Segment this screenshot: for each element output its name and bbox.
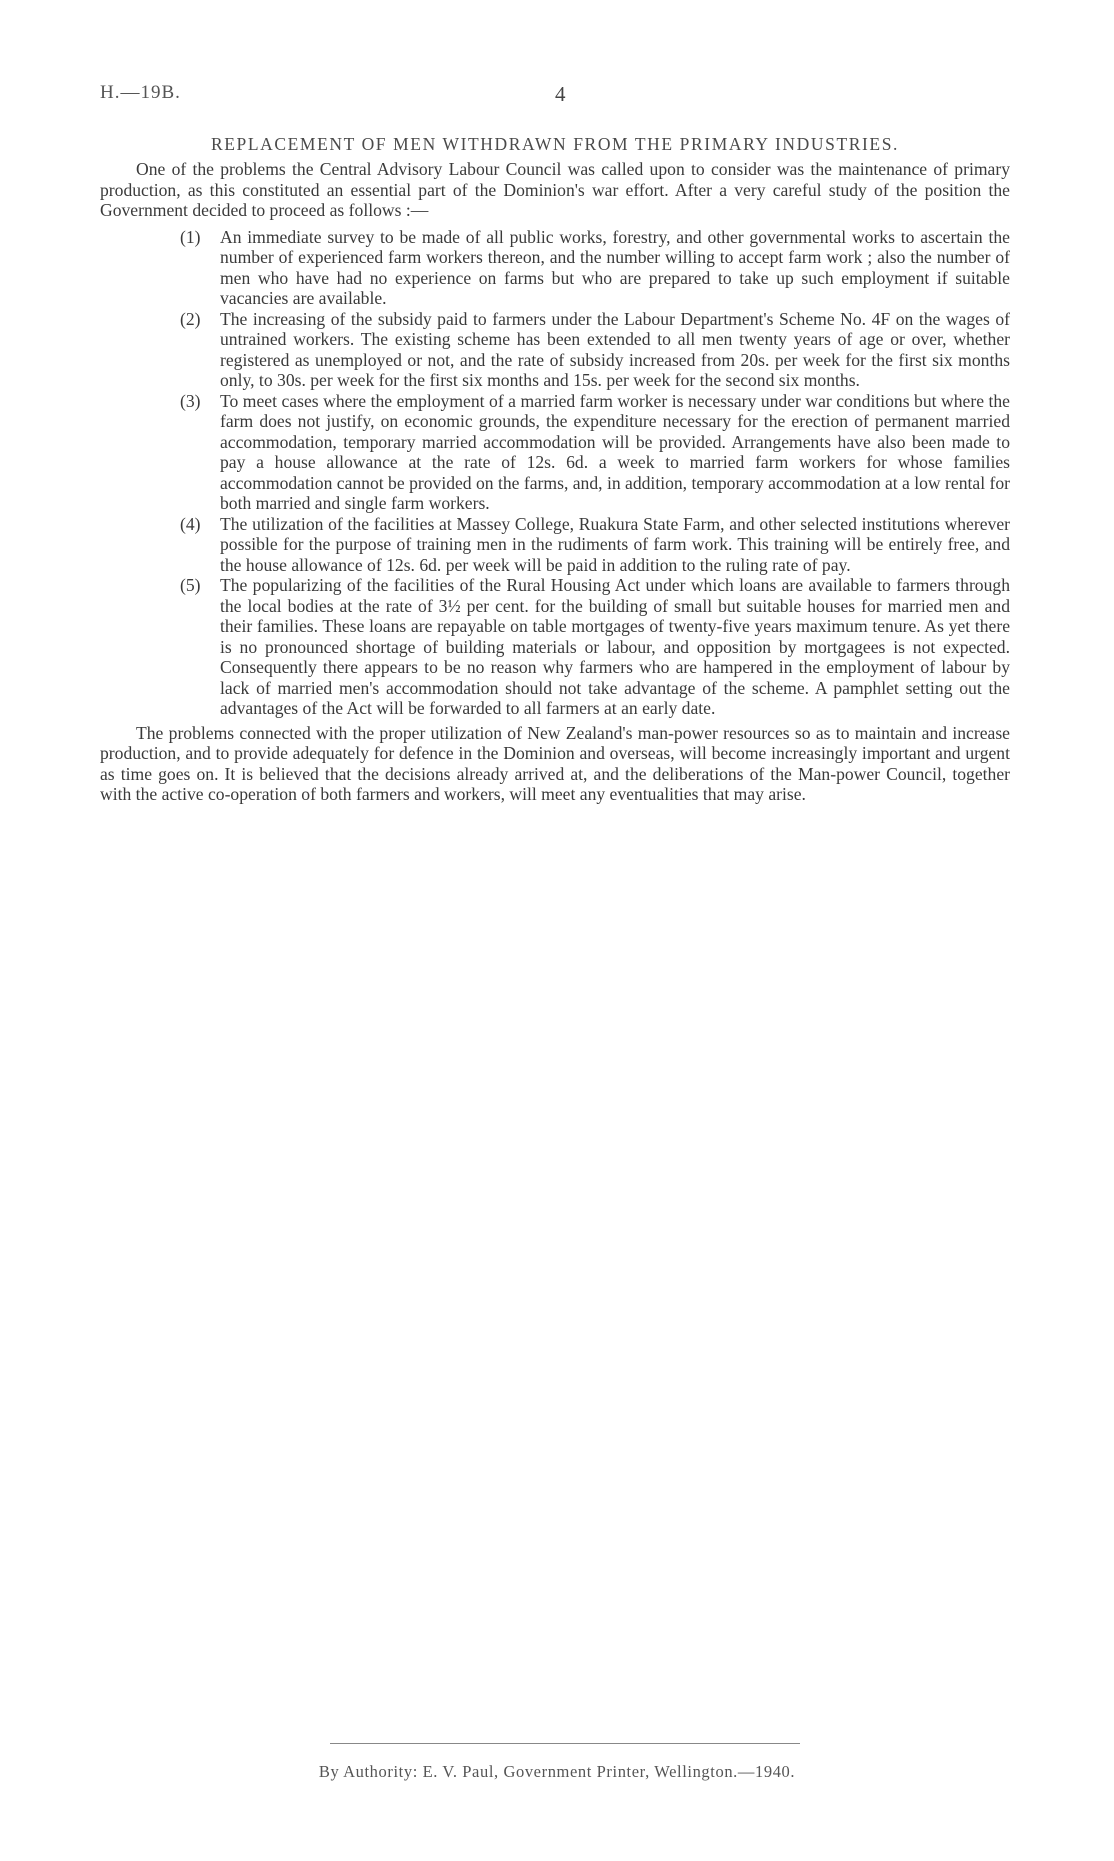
section-heading: REPLACEMENT OF MEN WITHDRAWN FROM THE PRIMARY INDUSTRIES. <box>210 134 900 154</box>
page-number: 4 <box>555 82 566 106</box>
list-item-number: (2) <box>180 308 201 329</box>
list-item-text: The utilization of the facilities at Massey College, Ruakura State Farm, and other selected institutions wherever possible for the purpose of training men in the rudiments of farm work. This training will be entirely free, and the house allowance of 12s. 6d. per week will be paid in addition to the ruling rate of pay. <box>220 513 1010 575</box>
printer-imprint: By Authority: E. V. Paul, Government Printer, Wellington.—1940. <box>318 1762 796 1781</box>
list-item <box>100 309 1010 391</box>
list-item <box>100 227 1010 309</box>
page-header <box>100 82 1010 106</box>
measures-list <box>100 227 1010 719</box>
list-item <box>100 514 1010 576</box>
document-reference: H.—19B. <box>100 82 181 103</box>
list-item-number: (1) <box>180 226 201 247</box>
intro-paragraph: One of the problems the Central Advisory Labour Council was called upon to consider was the maintenance of primary production, as this constituted an essential part of the Dominion's war effort. After a very careful study of the position the Government decided to proceed as follows :— <box>100 159 1010 220</box>
list-item-text: To meet cases where the employment of a married farm worker is necessary under war conditions but where the farm does not justify, on economic grounds, the expenditure necessary for the erection of permanent married accommodation, temporary married accommodation will be provided. Arrangements have also been made to pay a house allowance at the rate of 12s. 6d. a week to married farm workers for whose families accommodation cannot be provided on the farms, and, in addition, temporary accommodation at a low rental for both married and single farm workers. <box>220 390 1011 513</box>
list-item-text: The increasing of the subsidy paid to farmers under the Labour Department's Scheme No. 4F on the wages of untrained workers. The existing scheme has been extended to all men twenty years of age or over, whether registered as unemployed or not, and the rate of subsidy increased from 20s. per week for the first six months only, to 30s. per week for the first six months and 15s. per week for the second six months. <box>220 308 1010 390</box>
list-item-number: (3) <box>180 390 201 411</box>
document-body <box>100 134 1010 805</box>
list-item-text: The popularizing of the facilities of the Rural Housing Act under which loans are available to farmers through the local bodies at the rate of 3½ per cent. for the building of small but suitable houses for married men and their families. These loans are repayable on table mortgages of twenty-five years maximum tenure. As yet there is no pronounced shortage of building materials or labour, and opposition by mortgagees is not expected. Consequently there appears to be no reason why farmers who are hampered in the employment of labour by lack of married men's accommodation should not take advantage of the scheme. A pamphlet setting out the advantages of the Act will be forwarded to all farmers at an early date. <box>220 575 1010 718</box>
list-item-number: (5) <box>180 575 201 595</box>
footer-divider <box>330 1743 800 1744</box>
list-item <box>100 391 1010 514</box>
list-item-text: An immediate survey to be made of all public works, forestry, and other governmental works to ascertain the number of experienced farm workers thereon, and the number willing to accept farm work ; also the number of men who have had no experience on farms but who are prepared to take up such employment if suitable vacancies are available. <box>220 226 1010 308</box>
list-item-number: (4) <box>180 513 201 534</box>
list-item <box>100 575 1010 719</box>
closing-paragraph: The problems connected with the proper utilization of New Zealand's man-power resources so as to maintain and increase production, and to provide adequately for defence in the Dominion and overseas, will become increasingly important and urgent as time goes on. It is believed that the decisions already arrived at, and the deliberations of the Man-power Council, together with the active co-operation of both farmers and workers, will meet any eventualities that may arise. <box>100 722 1010 804</box>
